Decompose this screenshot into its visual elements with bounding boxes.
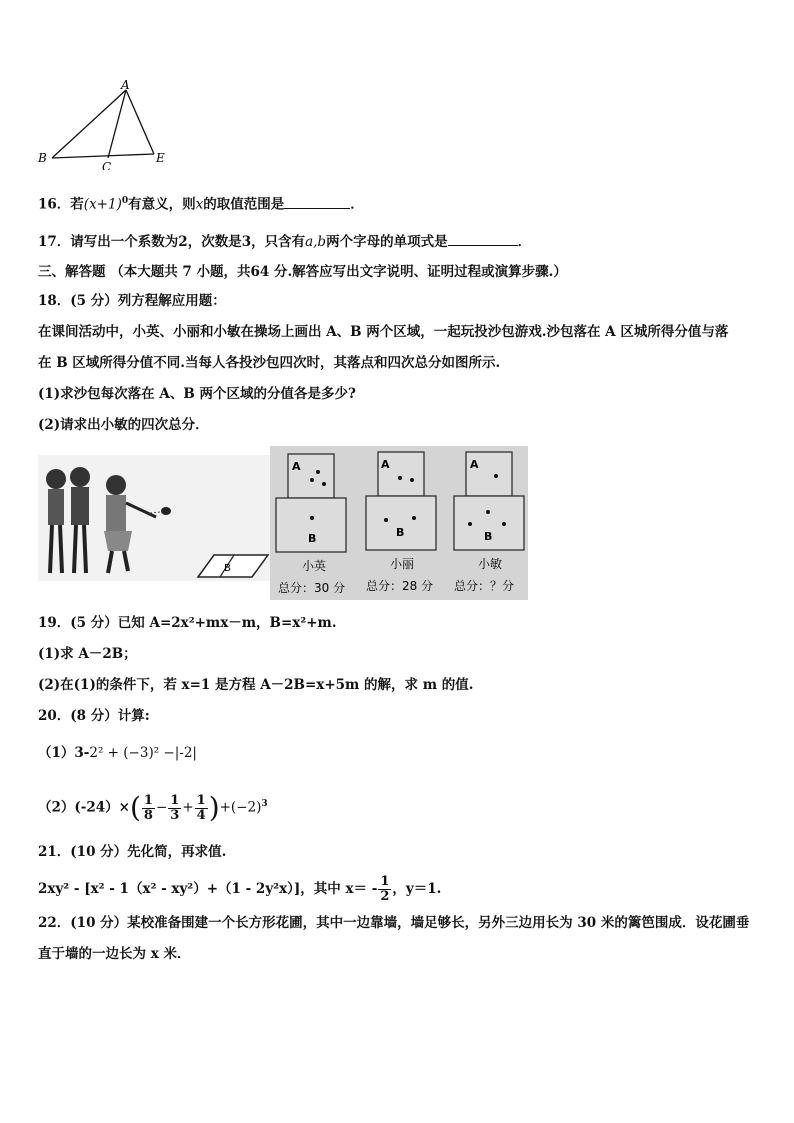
question-18-sub-2: (2)请求出小敏的四次总分． [38, 417, 209, 433]
box2-name: 小丽 [390, 557, 415, 571]
answer-blank [448, 232, 518, 246]
box2-b-label: B [396, 526, 405, 539]
triangle-figure [36, 78, 176, 170]
answer-blank [284, 195, 350, 209]
box2-a-label: A [381, 458, 390, 471]
box1-b-label: B [308, 532, 317, 545]
box3-name: 小敏 [478, 557, 503, 571]
question-20-sub-1: （1）3-2² + (−3)² −|-2| [38, 745, 197, 761]
box3-total: 总分：？分 [454, 579, 515, 593]
question-20-sub-2: （2）(-24）×( $\frac{1}{8}$ − $\frac{1}{3}$ + $\frac{1}{4}$ )$+(-2)^3$ [38, 791, 268, 824]
kids-throwing-picture [38, 455, 270, 581]
vertex-label-c: C [102, 160, 112, 170]
question-18-para-2: 在 B 区域所得分值不同.当每人各投沙包四次时，其落点和四次总分如图所示. [38, 355, 501, 371]
ground-sign-label: B [224, 563, 231, 574]
question-19-head: 19．(5 分）已知 A=2x²+mx－m，B=x²+m. [38, 615, 337, 631]
question-16: 16．若$(x+1)^0$有意义，则x的取值范围是 ． [38, 196, 364, 213]
question-21-expr: 2xy² - [x² - 1（x² - xy²）+（1 - 2y²x）]，其中 x＝ - $\frac{1}{2}$ ，y＝1. [38, 874, 442, 904]
vertex-label-a: A [121, 78, 130, 92]
question-18-head: 18．(5 分）列方程解应用题： [38, 293, 226, 309]
question-22-line-1: 22．(10 分）某校准备围建一个长方形花圃，其中一边靠墙，墙足够长，另外三边用长为 30 米的篱笆围成．设花圃垂 [38, 915, 750, 931]
question-22-line-2: 直于墙的一边长为 x 米． [38, 946, 191, 962]
q20-expression-1: 2² + (−3)² −|-2| [89, 745, 197, 761]
vertex-label-b: B [38, 151, 47, 165]
box1-total: 总分：30 分 [278, 581, 346, 595]
box3-a-label: A [470, 458, 479, 471]
question-20-head: 20．(8 分）计算: [38, 708, 150, 724]
box1-name: 小英 [302, 559, 327, 573]
question-21-head: 21．(10 分）先化简，再求值. [38, 844, 227, 860]
box2-total: 总分：28 分 [366, 579, 434, 593]
section-title: 三、解答题 （本大题共 7 小题，共64 分.解答应写出文字说明、证明过程或演算步骤.） [38, 264, 567, 280]
q16-expression: (x+1) [83, 196, 122, 213]
question-17: 17．请写出一个系数为2，次数是3，只含有a,b两个字母的单项式是 ． [38, 234, 532, 250]
question-19-sub-2: (2)在(1)的条件下，若 x=1 是方程 A－2B=x+5m 的解，求 m 的值. [38, 677, 474, 693]
question-19-sub-1: (1)求 A－2B； [38, 646, 137, 662]
score-boxes-picture [270, 446, 528, 600]
box1-a-label: A [292, 460, 301, 473]
question-18-sub-1: (1)求沙包每次落在 A、B 两个区域的分值各是多少? [38, 386, 356, 402]
box3-b-label: B [484, 530, 493, 543]
vertex-label-e: E [156, 151, 165, 165]
question-18-para-1: 在课间活动中，小英、小丽和小敏在操场上画出 A、B 两个区域，一起玩投沙包游戏.沙包落在 A 区城所得分值与落 [38, 324, 729, 340]
